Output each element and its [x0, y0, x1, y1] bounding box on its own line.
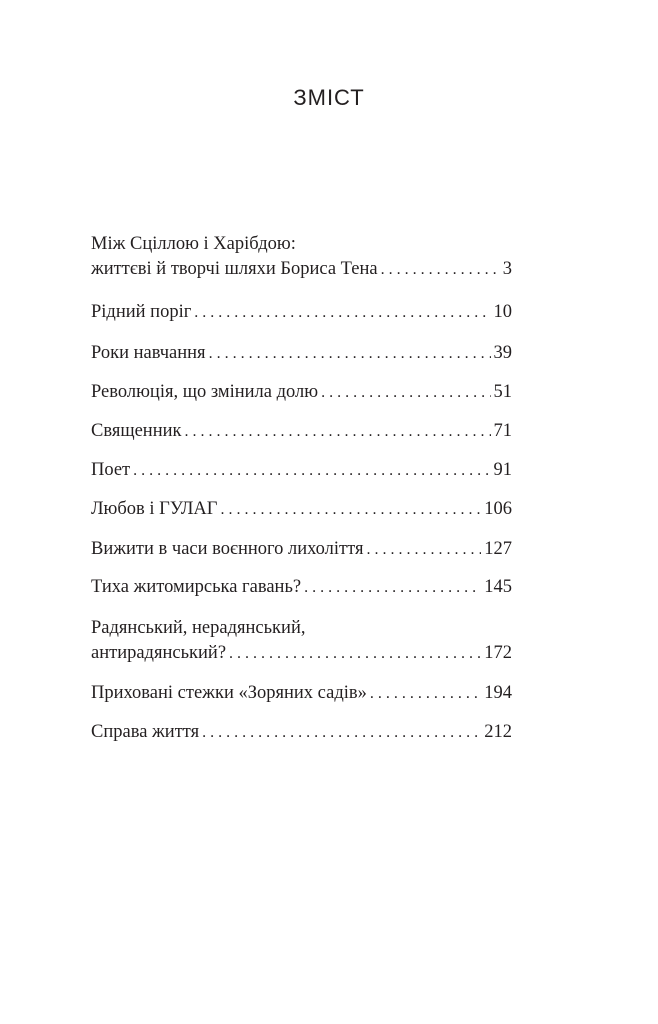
toc-entry[interactable]: [91, 681, 512, 706]
dot-leader: [220, 497, 481, 522]
toc-page-number: 172: [484, 643, 512, 663]
toc-entry[interactable]: [91, 720, 512, 745]
toc-entry-title: Роки навчання: [91, 343, 206, 363]
dot-leader: [381, 257, 500, 282]
toc-entry-title: Вижити в часи воєнного лихоліття: [91, 539, 364, 559]
toc-entry-title: Любов і ГУЛАГ: [91, 499, 218, 519]
toc-entry[interactable]: [91, 616, 512, 666]
toc-entry-title: Поет: [91, 460, 131, 480]
toc-page-number: 91: [493, 460, 512, 480]
dot-leader: [185, 419, 491, 444]
dot-leader: [209, 341, 491, 366]
toc-entry-title: Тиха житомирська гавань?: [91, 577, 302, 597]
toc-entry-title: Священник: [91, 421, 182, 441]
toc-page-number: 127: [484, 539, 512, 559]
toc-page-number: 212: [484, 722, 512, 742]
dot-leader: [367, 537, 482, 562]
toc-entry-title: Справа життя: [91, 722, 200, 742]
toc-entry[interactable]: [91, 341, 512, 366]
toc-entry-title: антирадянський?: [91, 643, 227, 663]
toc-entry[interactable]: [91, 300, 512, 325]
toc-page-number: 10: [493, 302, 512, 322]
toc-entry[interactable]: [91, 497, 512, 522]
toc-page-number: 3: [502, 259, 512, 279]
toc-entry[interactable]: [91, 419, 512, 444]
toc-page-number: 51: [493, 382, 512, 402]
page-title: ЗМІСТ: [293, 85, 365, 110]
toc-page-number: 71: [493, 421, 512, 441]
dot-leader: [194, 300, 490, 325]
toc-page-number: 145: [484, 577, 512, 597]
toc-entry-title: Приховані стежки «Зоряних садів»: [91, 683, 367, 703]
toc-entry[interactable]: [91, 575, 512, 600]
toc-entry[interactable]: [91, 458, 512, 483]
toc-entry-title: Революція, що змінила долю: [91, 382, 319, 402]
toc-entry-title: Між Сціллою і Харібдою:: [91, 234, 296, 254]
toc-entry-title: життєві й творчі шляхи Бориса Тена: [91, 259, 378, 279]
dot-leader: [321, 380, 490, 405]
dot-leader: [229, 641, 481, 666]
toc-entry-title: Рідний поріг: [91, 302, 192, 322]
toc-page-number: 39: [493, 343, 512, 363]
dot-leader: [304, 575, 481, 600]
dot-leader: [370, 681, 481, 706]
toc-page-number: 106: [484, 499, 512, 519]
dot-leader: [133, 458, 490, 483]
toc-page-number: 194: [484, 683, 512, 703]
toc-entry-title: Радянський, нерадянський,: [91, 618, 306, 638]
toc-entry[interactable]: [91, 380, 512, 405]
toc-entry[interactable]: [91, 232, 512, 282]
dot-leader: [202, 720, 481, 745]
toc-entry[interactable]: [91, 537, 512, 562]
